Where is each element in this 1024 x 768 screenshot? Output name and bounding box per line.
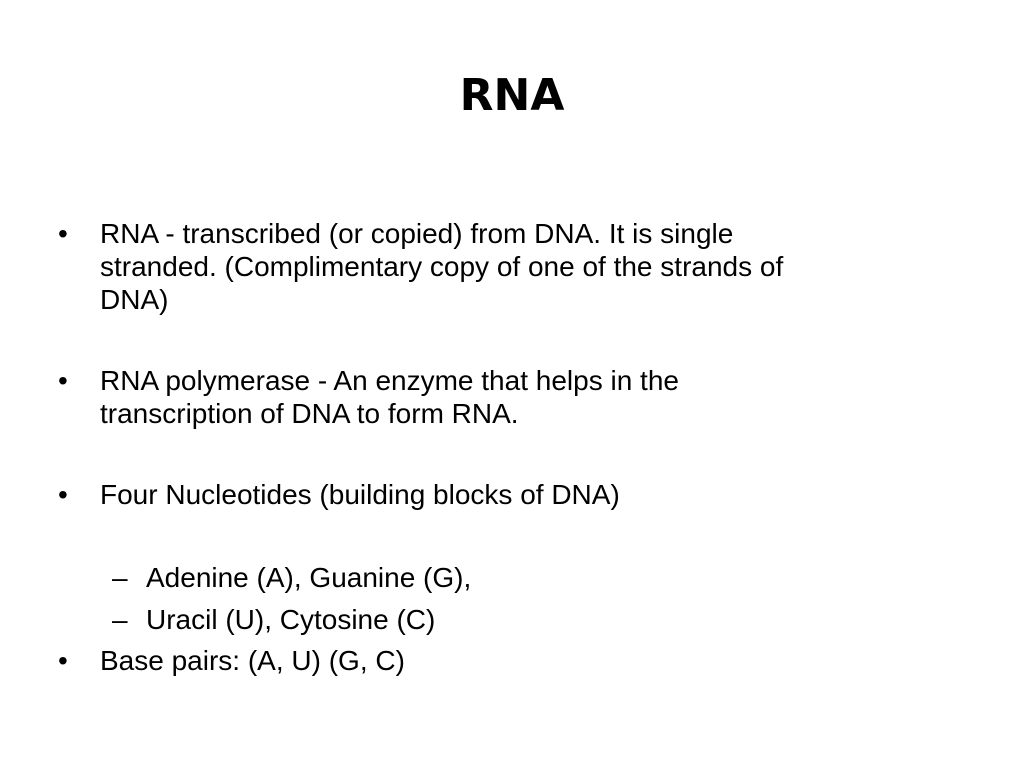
bullet-marker: • [58, 365, 68, 396]
bullet-line: Four Nucleotides (building blocks of DNA) [100, 479, 620, 510]
dash-marker: – [112, 562, 128, 593]
bullet-line: transcription of DNA to form RNA. [100, 398, 519, 429]
bullet-item [58, 217, 970, 316]
dash-marker: – [112, 604, 128, 635]
sub-item-text: Adenine (A), Guanine (G), [146, 562, 472, 593]
bullet-line: DNA) [100, 284, 169, 315]
bullet-marker: • [58, 218, 68, 249]
bullet-line: stranded. (Complimentary copy of one of the strands of [100, 251, 784, 282]
bullet-marker: • [58, 479, 68, 510]
bullet-line: Base pairs: (A, U) (G, C) [100, 645, 405, 676]
sub-item [112, 561, 946, 594]
bullet-line: RNA polymerase - An enzyme that helps in the [100, 365, 679, 396]
bullet-item [58, 644, 970, 677]
sub-item-text: Uracil (U), Cytosine (C) [146, 604, 436, 635]
bullet-line: RNA - transcribed (or copied) from DNA. It is single [100, 218, 734, 249]
sub-item [112, 603, 946, 636]
bullet-marker: • [58, 645, 68, 676]
slide-title: RNA [459, 70, 565, 121]
bullet-item [58, 364, 970, 430]
bullet-item [58, 478, 970, 511]
